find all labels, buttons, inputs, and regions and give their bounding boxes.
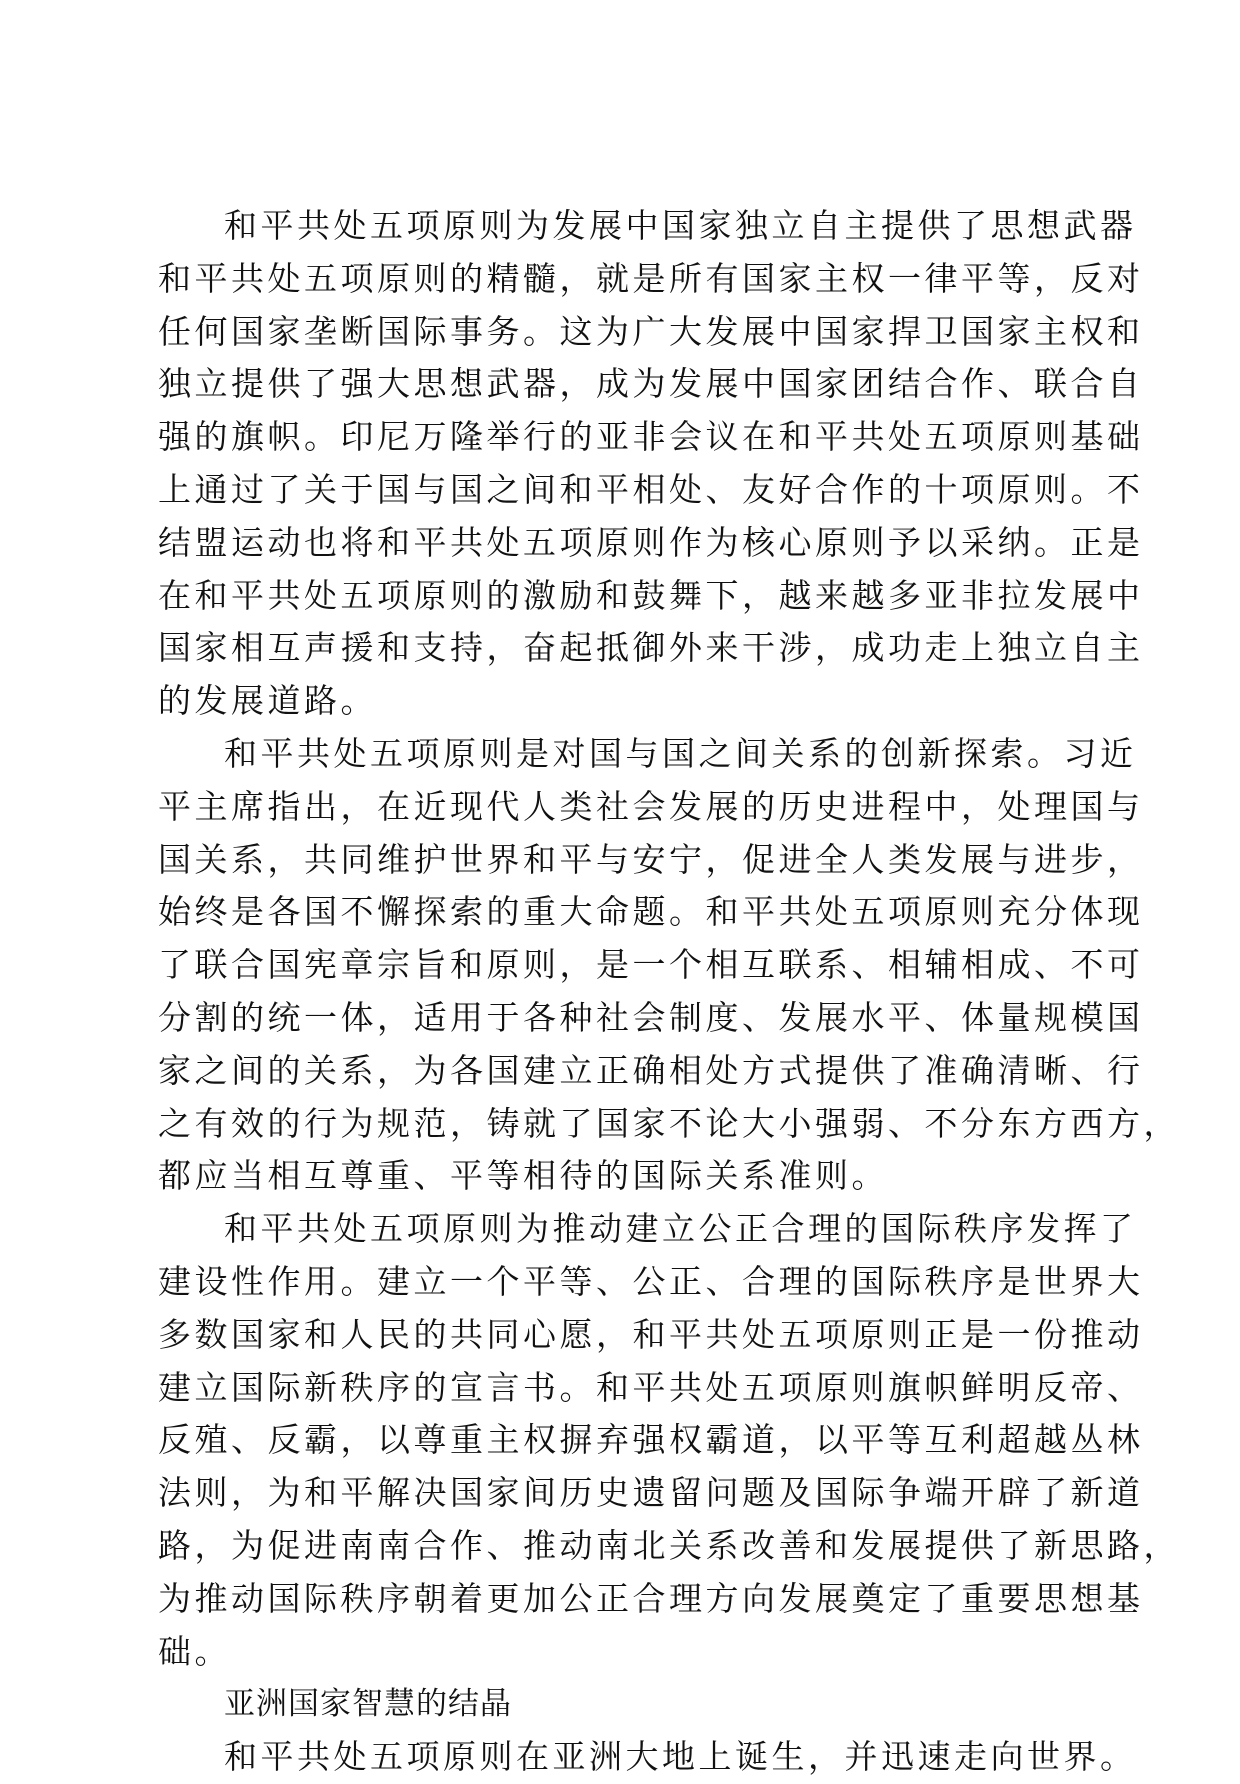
paragraph-line: 始终是各国不懈探索的重大命题。和平共处五项原则充分体现 (158, 892, 1144, 932)
paragraph-line: 强的旗帜。印尼万隆举行的亚非会议在和平共处五项原则基础 (158, 417, 1144, 457)
paragraph-line: 了联合国宪章宗旨和原则，是一个相互联系、相辅相成、不可 (158, 945, 1144, 985)
paragraph-line: 任何国家垄断国际事务。这为广大发展中国家捍卫国家主权和 (158, 311, 1144, 351)
paragraph-line: 多数国家和人民的共同心愿，和平共处五项原则正是一份推动 (158, 1314, 1144, 1354)
paragraph-line: 和平共处五项原则为推动建立公正合理的国际秩序发挥了 (224, 1209, 1137, 1249)
paragraph-line: 独立提供了强大思想武器，成为发展中国家团结合作、联合自 (158, 364, 1144, 404)
paragraph-line: 分割的统一体，适用于各种社会制度、发展水平、体量规模国 (158, 997, 1144, 1037)
paragraph-line: 和平共处五项原则的精髓，就是所有国家主权一律平等，反对 (158, 258, 1144, 298)
paragraph-2 (158, 728, 1180, 1203)
paragraph-line: 为推动国际秩序朝着更加公正合理方向发展奠定了重要思想基 (158, 1578, 1144, 1618)
paragraph-line: 建立国际新秩序的宣言书。和平共处五项原则旗帜鲜明反帝、 (158, 1367, 1144, 1407)
paragraph-3 (158, 1203, 1180, 1678)
paragraph-line: 的发展道路。 (158, 681, 377, 721)
paragraph-line: 和平共处五项原则在亚洲大地上诞生，并迅速走向世界。 (224, 1737, 1137, 1777)
paragraph-line: 和平共处五项原则为发展中国家独立自主提供了思想武器 (224, 206, 1137, 245)
paragraph-line: 础。 (158, 1631, 231, 1671)
paragraph-line: 法则，为和平解决国家间历史遗留问题及国际争端开辟了新道 (158, 1473, 1144, 1513)
section-heading: 亚洲国家智慧的结晶 (224, 1686, 512, 1723)
paragraph-line: 上通过了关于国与国之间和平相处、友好合作的十项原则。不 (158, 469, 1144, 509)
paragraph-line: 路，为促进南南合作、推动南北关系改善和发展提供了新思路， (158, 1525, 1180, 1565)
paragraph-1 (158, 200, 1144, 728)
paragraph-line: 国关系，共同维护世界和平与安宁，促进全人类发展与进步， (158, 839, 1144, 879)
paragraph-line: 反殖、反霸，以尊重主权摒弃强权霸道，以平等互利超越丛林 (158, 1420, 1144, 1460)
paragraph-line: 建设性作用。建立一个平等、公正、合理的国际秩序是世界大 (158, 1261, 1144, 1301)
paragraph-line: 在和平共处五项原则的激励和鼓舞下，越来越多亚非拉发展中 (158, 575, 1144, 615)
paragraph-line: 之有效的行为规范，铸就了国家不论大小强弱、不分东方西方， (158, 1103, 1180, 1143)
paragraph-line: 国家相互声援和支持，奋起抵御外来干涉，成功走上独立自主 (158, 628, 1144, 668)
paragraph-line: 都应当相互尊重、平等相待的国际关系准则。 (158, 1156, 888, 1196)
paragraph-line: 家之间的关系，为各国建立正确相处方式提供了准确清晰、行 (158, 1050, 1144, 1090)
paragraph-line: 和平共处五项原则是对国与国之间关系的创新探索。习近 (224, 733, 1137, 773)
paragraph-line: 结盟运动也将和平共处五项原则作为核心原则予以采纳。正是 (158, 522, 1144, 562)
document-page (158, 200, 1180, 1784)
paragraph-line: 平主席指出，在近现代人类社会发展的历史进程中，处理国与 (158, 786, 1144, 826)
